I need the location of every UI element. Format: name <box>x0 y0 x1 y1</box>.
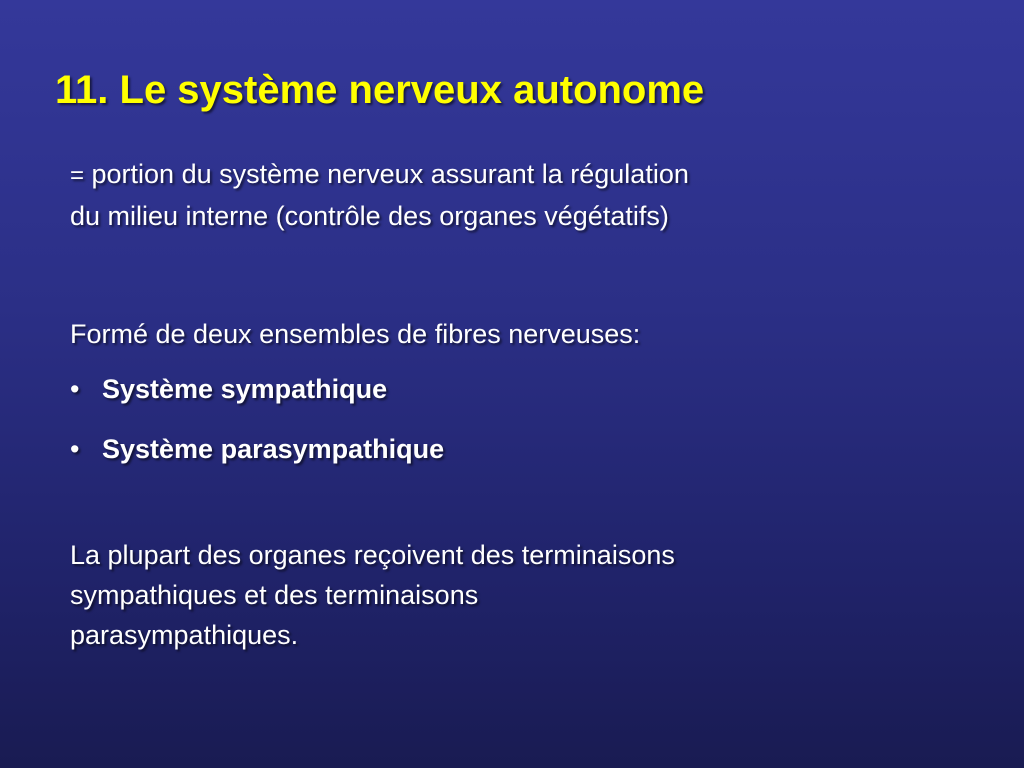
bullet-item-sympathique <box>70 374 444 434</box>
conclusion-line-3: parasympathiques. <box>70 620 299 650</box>
bullet-label: Système sympathique <box>102 374 388 404</box>
bullet-marker: • <box>70 434 80 464</box>
definition-paragraph <box>70 154 870 236</box>
slide-title: 11. Le système nerveux autonome <box>55 68 705 112</box>
bullet-item-parasympathique <box>70 434 444 494</box>
conclusion-line-1: La plupart des organes reçoivent des terminaisons <box>70 540 675 570</box>
definition-line-1 <box>70 154 870 196</box>
bullet-label: Système parasympathique <box>102 434 445 464</box>
bullet-marker: • <box>70 374 80 404</box>
formed-intro: Formé de deux ensembles de fibres nerveuses: <box>70 319 641 349</box>
bullet-list <box>70 374 444 494</box>
definition-line-2: du milieu interne (contrôle des organes végétatifs) <box>70 201 669 231</box>
definition-equals-sign: = <box>70 162 85 189</box>
conclusion-line-2: sympathiques et des terminaisons <box>70 580 479 610</box>
conclusion-paragraph <box>70 535 890 655</box>
definition-line-1-text: portion du système nerveux assurant la régulation <box>84 159 689 189</box>
